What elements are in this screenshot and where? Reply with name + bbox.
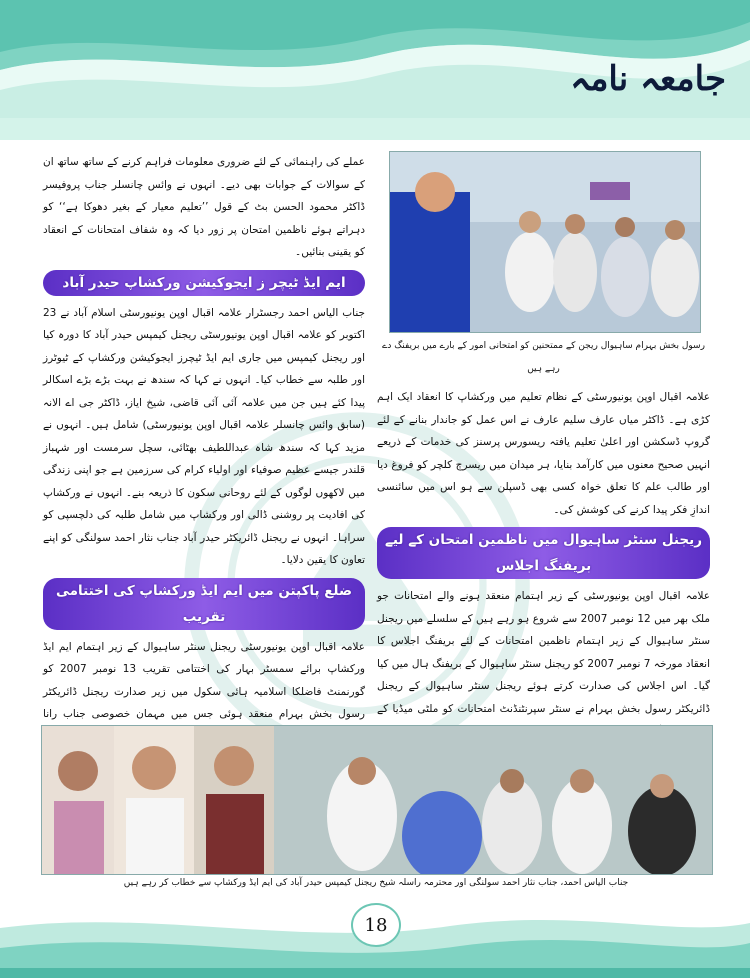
left-paragraph-1: عملے کی راہنمائی کے لئے ضروری معلومات فراہم کرنے کے ساتھ ساتھ ان کے سوالات کے جوابات بھی دیے۔ انہوں نے وائس چانسلر جناب پروفیسر ڈاکٹر محمود الحسن بٹ کے قول ’’تعلیم معیار کے بغیر دھوکا ہے‘‘ کو دہراتے ہوئے ناظمین امتحان پر زور دیا کہ وہ شفاف امتحانات کے انعقاد کو یقینی بنائیں۔ — [43, 156, 365, 258]
photo-hyderabad-caption: جناب الیاس احمد، جناب نثار احمد سولنگی اور محترمہ راسلہ شیخ ریجنل کیمپس حیدر آباد کی ایم ایڈ ورکشاپ سے خطاب کر رہے ہیں — [123, 878, 629, 888]
left-column — [43, 151, 365, 748]
heading-pakpattan-ceremony: ضلع پاکپتن میں ایم ایڈ ورکشاپ کی اختتامی تقریب — [43, 578, 365, 630]
right-paragraph-2: علامہ اقبال اوپن یونیورسٹی کے زیر اہتمام منعقد ہونے والے امتحانات جو ملک بھر میں 12 نومبر 2007 سے شروع ہو رہے ہیں کے سلسلے میں ریجنل سنٹر ساہیوال کے زیر اہتمام ناظمین امتحانات کے لئے بریفنگ اجلاس کا انعقاد مورخہ 7 نومبر 2007 کو ریجنل سنٹر ساہیوال کے بریفنگ ہال میں کیا گیا۔ اس اجلاس کی صدارت کرتے ہوئے ریجنل سنٹر ساہیوال کے ریجنل ڈائریکٹر رسول بخش بہرام نے سنٹر سپرنٹنڈنٹ امتحانات کو ملٹی میڈیا کے — [377, 590, 711, 715]
page-number: 18 — [351, 903, 401, 947]
right-paragraph-1: علامہ اقبال اوپن یونیورسٹی کے نظام تعلیم میں ورکشاپ کا انعقاد ایک اہم کڑی ہے۔ ڈاکٹر میاں عارف سلیم عارف نے اس عمل کو جاندار بنانے کے لئے گروپ ڈسکشن اور اعلیٰ تعلیم یافتہ ریسورس پرسنز کی خدمات کے ذریعے انہیں صحیح معنوں میں کارآمد بنایا، ہر میدان میں ریسرچ کلچر کو فروغ دیا اور طالب علم کا تعلق خواہ کسی بھی ڈسپلن سے ہو اس میں سائنسی اندازِ فکر پیدا کرنے کی کوشش کی۔ — [377, 391, 710, 516]
right-column — [377, 151, 710, 788]
photo-briefing-container — [389, 151, 699, 331]
photo-briefing-session — [389, 151, 701, 333]
page-content — [27, 145, 723, 960]
heading-hyderabad-workshop: ایم ایڈ ٹیچر ز ایجوکیشن ورکشاپ حیدر آباد — [43, 270, 365, 296]
masthead-title: جامعہ نامہ — [570, 59, 726, 99]
left-paragraph-2: جناب الیاس احمد رجسٹرار علامہ اقبال اوپن یونیورسٹی اسلام آباد نے 23 اکتوبر کو علامہ اقبال اوپن یونیورسٹی ریجنل کیمپس حیدر آباد کا دورہ کیا اور ریجنل کیمپس میں جاری ایم ایڈ ٹیچرز ایجوکیشن ورکشاپ کے ٹیوٹرز اور طلبہ سے خطاب کیا۔ انہوں نے کہا کہ سندھ نے بہت بڑے بڑے اسکالر پیدا کئے ہیں جن میں علامہ آئی آئی قاضی، شیخ ایاز، ڈاکٹر جی اے الانہ (سابق وائس چانسلر علامہ اقبال اوپن یونیورسٹی) شامل ہیں۔ انہوں نے مزید کہا کہ سندھ شاہ عبداللطیف بھٹائی، سچل سرمست اور شہباز قلندر جیسے عظیم صوفیاء اور اولیاء کرام کی سرزمین ہے جو اپنی زندگی میں لاکھوں لوگوں کے لئے روحانی سکون کا ذریعہ بنے۔ انہوں نے ورکشاپ کی افادیت پر روشنی ڈالی اور ورکشاپ میں شامل طلبہ کی دلچسپی کو سراہا۔ انہوں نے ریجنل ڈائریکٹر حیدر آباد جناب نثار احمد سولنگی کو اپنے تعاون کا یقین دلایا۔ — [43, 306, 365, 566]
left-paragraph-3: علامہ اقبال اوپن یونیورسٹی ریجنل سنٹر ساہیوال کے زیر اہتمام ایم ایڈ ورکشاپ برائے سمسٹر بہار کی اختتامی تقریب 13 نومبر 2007 کو گورنمنٹ فاضلکا اسلامیہ ہائی سکول میں زیر صدارت ریجنل ڈائریکٹر رسول بخش بہرام منعقد ہوئی جس میں مہمان خصوصی جناب رانا — [43, 640, 366, 720]
photo-briefing-caption: رسول بخش بہرام ساہیوال ریجن کے ممتحنین کو امتحانی امور کے بارے میں بریفنگ دے رہے ہیں — [382, 341, 705, 374]
heading-sahiwal-briefing: ریجنل سنٹر ساہیوال میں ناظمین امتحان کے لیے بریفنگ اجلاس — [377, 527, 710, 579]
photo-hyderabad-workshop — [41, 725, 713, 875]
